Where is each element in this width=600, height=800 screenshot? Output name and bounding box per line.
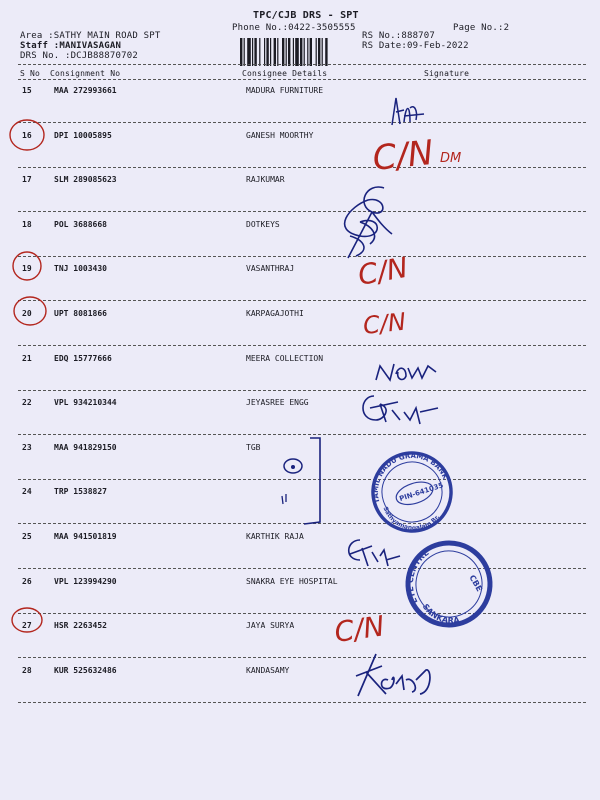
row-divider [18, 434, 586, 435]
row-sno: 20 [22, 309, 32, 318]
svg-text:TAMIL NADU GRAMA BANK [362, 442, 451, 505]
page-number: Page No.:2 [453, 23, 510, 33]
row-divider [18, 256, 586, 257]
rs-number: RS No.:888707 [362, 31, 436, 41]
row-sno: 26 [22, 576, 32, 586]
row-consignee-name: TGB [246, 442, 261, 452]
cn-mark-20: C/N [361, 307, 408, 340]
row-divider [18, 657, 586, 658]
column-sno: S No [20, 69, 41, 78]
row-sno: 16 [22, 130, 32, 140]
barcode-bar [288, 38, 290, 66]
area-label: Area :SATHY MAIN ROAD SPT [20, 31, 161, 41]
barcode-bar [286, 38, 287, 66]
barcode-bar [259, 38, 260, 66]
row-consignee-name: MADURA FURNITURE [246, 86, 324, 95]
row-divider [18, 702, 586, 703]
row-consignee-name: KARPAGAJOTHI [246, 309, 304, 318]
header-divider-bottom [18, 79, 586, 80]
row-divider [18, 479, 586, 480]
svg-text:EYE CENTRE [390, 547, 448, 605]
barcode-bar [282, 38, 284, 66]
eye-stamp-top: EYE CENTRE [405, 548, 431, 606]
barcode-bar [325, 38, 327, 66]
row-consignment-no: TNJ 1003430 [54, 264, 107, 274]
row-divider [18, 523, 586, 524]
row-divider [18, 122, 586, 123]
row-consignment-no: MAA 941501819 [54, 532, 117, 541]
row-divider [18, 211, 586, 212]
row-consignee-name: JAYA SURYA [246, 621, 295, 631]
row-divider [18, 390, 586, 391]
cn-mark-27: C/N [332, 609, 387, 649]
row-consignee-name: VASANTHRAJ [246, 264, 295, 274]
row-consignment-no: TRP 1538827 [54, 487, 107, 497]
svg-text:SANKARA [420, 592, 463, 638]
row-consignment-no: KUR 525632486 [54, 665, 117, 675]
signature-21 [376, 364, 436, 380]
eye-stamp-city: CBE [467, 573, 484, 594]
barcode-bar [264, 38, 265, 66]
barcode-bar [244, 38, 245, 66]
row-consignment-no: VPL 934210344 [54, 398, 117, 408]
barcode-bar [300, 38, 302, 66]
eye-stamp-bottom: SANKARA [420, 602, 461, 626]
small-ink-circle [284, 459, 302, 473]
row-divider [18, 300, 586, 301]
barcode-bar [270, 38, 271, 66]
row-divider [18, 568, 586, 569]
document-title: TPC/CJB DRS - SPT [253, 10, 359, 21]
row-consignment-no: HSR 2263452 [54, 621, 107, 631]
row-sno: 25 [22, 532, 32, 541]
barcode-bar [304, 38, 305, 66]
cn-mark-16: C/N [370, 132, 436, 179]
staff-label: Staff :MANIVASAGAN [20, 41, 122, 51]
tick-mark [282, 494, 286, 504]
barcode-bar [316, 38, 317, 66]
row-consignee-name: RAJKUMAR [246, 175, 285, 185]
row-consignment-no: VPL 123994290 [54, 576, 117, 586]
row-consignment-no: EDQ 15777666 [54, 353, 112, 363]
row-consignee-name: MEERA COLLECTION [246, 353, 324, 363]
row-sno: 17 [22, 175, 32, 185]
row-consignee-name: GANESH MOORTHY [246, 130, 314, 140]
barcode-bar [240, 38, 242, 66]
row-sno: 24 [22, 487, 32, 497]
barcode-bar [252, 38, 253, 66]
signature-17 [345, 187, 392, 258]
eye-centre-stamp [390, 526, 505, 641]
column-consignee: Consignee Details [242, 69, 328, 78]
barcode-bar [295, 38, 299, 66]
row-consignee-name: KARTHIK RAJA [246, 532, 304, 541]
row-consignee-name: DOTKEYS [246, 219, 280, 229]
row-sno: 22 [22, 398, 32, 408]
row-sno: 15 [22, 86, 32, 95]
row-consignment-no: DPI 10005895 [54, 130, 112, 140]
row-consignee-name: SNAKRA EYE HOSPITAL [246, 576, 338, 586]
row-consignment-no: SLM 289085623 [54, 175, 117, 185]
row-sno: 21 [22, 353, 32, 363]
signature-25 [349, 540, 400, 566]
bracket-mark [304, 438, 320, 524]
barcode-bar [274, 38, 276, 66]
row-consignee-name: JEYASREE ENGG [246, 398, 309, 408]
bank-stamp-pin: PIN-641035 [398, 481, 445, 503]
barcode-bar [247, 38, 251, 66]
barcode-bar [293, 38, 294, 66]
row-consignment-no: UPT 8081866 [54, 309, 107, 318]
bank-stamp-name: TAMIL NADU GRAMA BANK [371, 451, 450, 505]
svg-text:Sathyamangalam Br. [381, 491, 443, 540]
bank-stamp [362, 442, 463, 543]
barcode-bar [318, 38, 320, 66]
barcode-bar [254, 38, 256, 66]
column-consignment: Consignment No [50, 69, 121, 78]
signature-28 [356, 654, 430, 696]
barcode-bar [277, 38, 278, 66]
signature-15 [392, 98, 424, 125]
rs-date: RS Date:09-Feb-2022 [362, 41, 469, 51]
bank-stamp-branch: Sathyamangalam Br. [381, 505, 442, 532]
barcode-bar [266, 38, 268, 66]
row-sno: 27 [22, 621, 32, 631]
row-consignment-no: POL 3688668 [54, 219, 107, 229]
row-consignment-no: MAA 941829150 [54, 442, 117, 452]
row-consignment-no: MAA 272993661 [54, 86, 117, 95]
phone-number: Phone No.:0422-3505555 [232, 23, 356, 33]
drs-number: DRS No. :DCJB88870702 [20, 51, 138, 61]
row-sno: 23 [22, 442, 32, 452]
barcode [240, 38, 360, 66]
row-sno: 19 [22, 264, 32, 274]
dm-note: DM [440, 151, 462, 166]
barcode-bar [310, 38, 312, 66]
row-divider [18, 613, 586, 614]
row-divider [18, 345, 586, 346]
row-consignee-name: KANDASAMY [246, 665, 290, 675]
column-signature: Signature [424, 69, 470, 78]
small-ink-dot [291, 465, 295, 469]
header-divider-top [18, 64, 586, 65]
cn-mark-19: C/N [355, 250, 411, 292]
barcode-bar [322, 38, 323, 66]
row-sno: 18 [22, 219, 32, 229]
barcode-bar [307, 38, 308, 66]
row-divider [18, 167, 586, 168]
signature-22 [363, 396, 438, 424]
row-sno: 28 [22, 665, 32, 675]
